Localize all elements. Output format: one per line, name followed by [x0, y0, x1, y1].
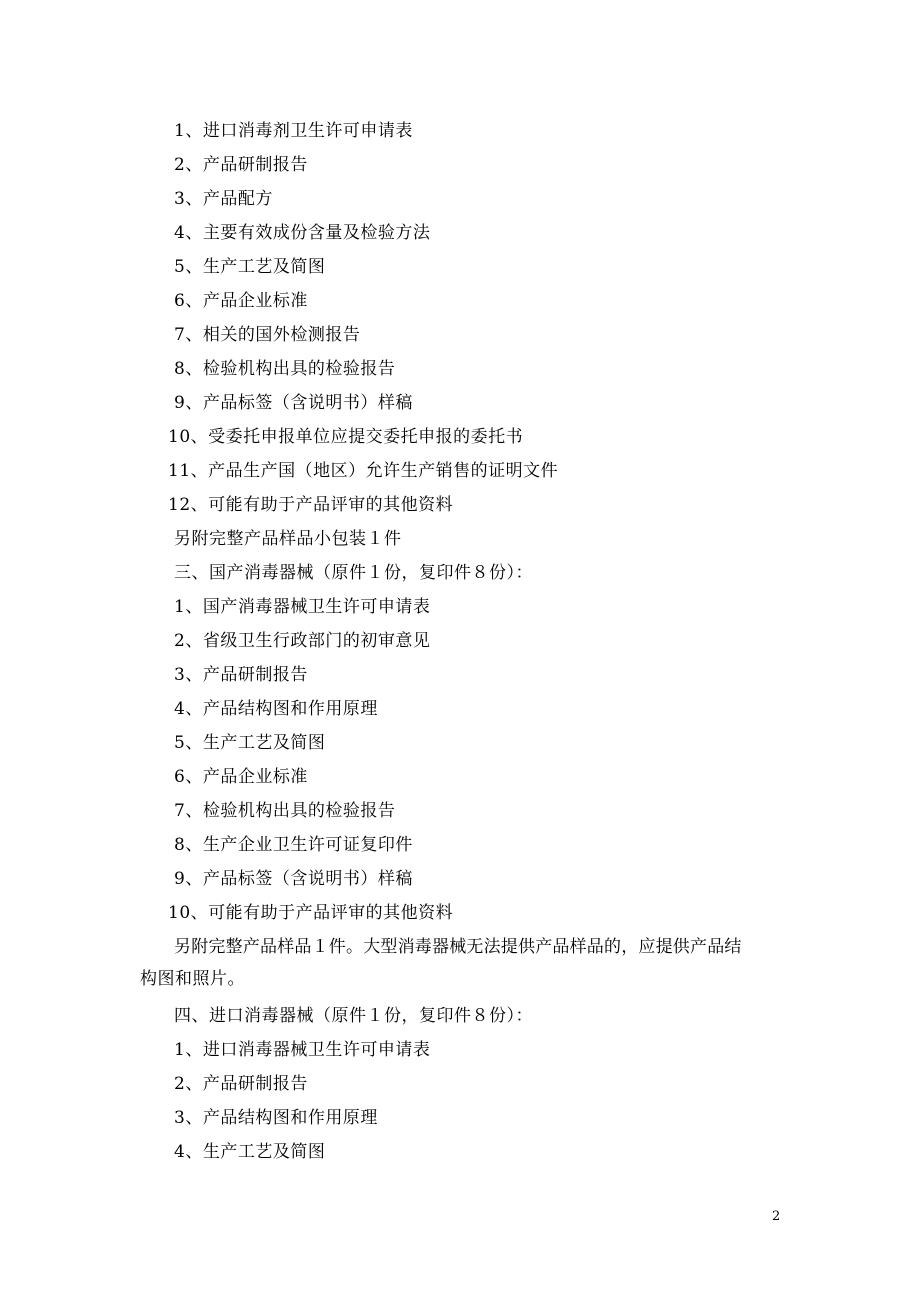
sample-note: 另附完整产品样品１件。大型消毒器械无法提供产品样品的，应提供产品结: [174, 937, 742, 957]
list-item: 6、产品企业标准: [174, 291, 308, 311]
section-heading: 三、国产消毒器械（原件１份，复印件８份）：: [174, 563, 533, 583]
list-item: 2、产品研制报告: [174, 1074, 308, 1094]
list-item: 4、生产工艺及简图: [174, 1142, 326, 1162]
list-item: 2、产品研制报告: [174, 155, 308, 175]
sample-note-continued: 构图和照片。: [140, 969, 245, 989]
list-item: 10、可能有助于产品评审的其他资料: [168, 903, 454, 923]
list-item: 9、产品标签（含说明书）样稿: [174, 869, 413, 889]
list-item: 3、产品结构图和作用原理: [174, 1108, 378, 1128]
list-item: 1、进口消毒剂卫生许可申请表: [174, 121, 413, 141]
list-item: 3、产品配方: [174, 189, 273, 209]
list-item: 5、生产工艺及简图: [174, 257, 326, 277]
list-item: 1、国产消毒器械卫生许可申请表: [174, 597, 431, 617]
list-item: 10、受委托申报单位应提交委托申报的委托书: [168, 427, 524, 447]
list-item: 11、产品生产国（地区）允许生产销售的证明文件: [168, 461, 559, 481]
list-item: 9、产品标签（含说明书）样稿: [174, 393, 413, 413]
list-item: 6、产品企业标准: [174, 767, 308, 787]
page-number: 2: [772, 1209, 781, 1224]
sample-note: 另附完整产品样品小包装１件: [174, 529, 402, 549]
list-item: 12、可能有助于产品评审的其他资料: [168, 495, 454, 515]
section-heading: 四、进口消毒器械（原件１份，复印件８份）：: [174, 1006, 533, 1026]
list-item: 4、产品结构图和作用原理: [174, 699, 378, 719]
list-item: 2、省级卫生行政部门的初审意见: [174, 631, 431, 651]
list-item: 5、生产工艺及简图: [174, 733, 326, 753]
list-item: 1、进口消毒器械卫生许可申请表: [174, 1040, 431, 1060]
list-item: 4、主要有效成份含量及检验方法: [174, 223, 431, 243]
list-item: 8、检验机构出具的检验报告: [174, 359, 396, 379]
list-item: 7、检验机构出具的检验报告: [174, 801, 396, 821]
list-item: 3、产品研制报告: [174, 665, 308, 685]
list-item: 8、生产企业卫生许可证复印件: [174, 835, 413, 855]
list-item: 7、相关的国外检测报告: [174, 325, 361, 345]
